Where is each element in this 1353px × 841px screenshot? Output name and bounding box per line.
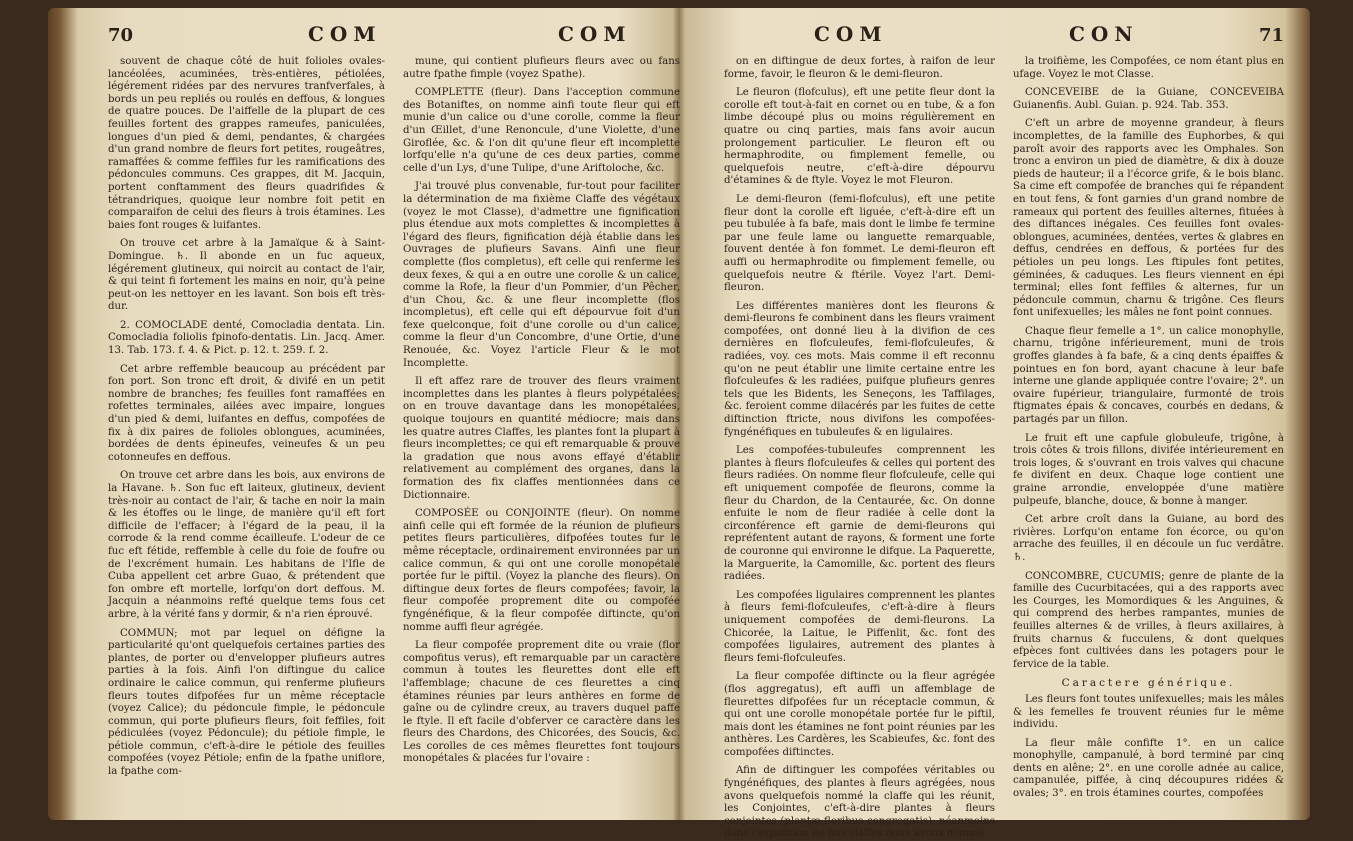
running-head-right — [724, 8, 1284, 48]
running-title-left: COM — [814, 22, 888, 46]
paragraph: CONCEVEIBE de la Guiane, CONCEVEIBA Guianenfis. Aubl. Guian. p. 924. Tab. 353. — [1013, 87, 1284, 111]
section-heading: Caractere générique. — [1061, 677, 1236, 690]
paragraph: COMMUN; mot par lequel on défigne la particularité qu'ont quelquefois certaines parties des plantes, de porter ou d'envelopper plufieurs autres parties à la fois. Ainfi l'on diftingue du calice ordinaire le calice commun, qui renferme plufieurs fleurs toutes difpofées fur un même réceptacle (voyez Calice); du pédoncule fimple, le pédoncule commun, qui porte plufieurs fleurs, foit feffiles, foit pédiculées (voyez Pédoncule); du pétiole fimple, le pétiole commun, c'eft-à-dire le pétiole des feuilles compofées (voyez Pétiole; enfin de la fpathe uniflore, la fpathe com- — [108, 627, 385, 778]
open-book — [48, 8, 1310, 840]
paragraph: Afin de diftinguer les compofées véritables ou fyngénéfiques, des plantes à fleurs agrégées, nous avons quelquefois nommé la claffe qui les réunit, les Conjointes, c'eft-à-dire plantes à fleurs conjointes (plantæ floribus congregatis); néanmoins dans l'expofition de nos claffes nous avons nommé — [724, 765, 995, 840]
paragraph: la troifième, les Compofées, ce nom étant plus en ufage. Voyez le mot Classe. — [1013, 56, 1284, 80]
paragraph: La fleur compofée diftincte ou la fleur agrégée (flos aggregatus), eft auffi un affemblage de fleurettes difpofées fur un réceptacle commun, & qui ont une corolle monopétale portée fur le piftil, mais dont les étamines ne font point réunies par les anthères. Les Cardères, les Scabieufes, &c. font des compofées diftinctes. — [724, 671, 995, 758]
paragraph: On trouve cet arbre à la Jamaïque & à Saint-Domingue. ♄. Il abonde en un fuc aqueux, légérement glutineux, qui noircit au contact de l'air, & qui teint fi fortement les mains en noir, qu'à peine peut-on les nettoyer en les lavant. Son bois eft très-dur. — [108, 238, 385, 313]
page-number: 71 — [1258, 25, 1284, 46]
paragraph: Le fruit eft une capfule globuleufe, trigône, à trois côtes & trois fillons, divifée intérieurement en trois loges, & s'ouvrant en trois valves qui chacune fe divifent en deux. Chaque loge contient une graine arrondie, enveloppée d'une matière pulpeufe, blanche, douce, & bonne à manger. — [1013, 432, 1284, 507]
paragraph: 2. COMOCLADE denté, Comocladia dentata. Lin. Comocladia foliolis fpinofo-dentatis. Lin. Jacq. Amer. 13. Tab. 173. f. 4. & Pict. p. 12. t. 259. f. 2. — [108, 319, 385, 357]
paragraph: COMPOSÉE ou CONJOINTE (fleur). On nomme ainfi celle qui eft formée de la réunion de plufieurs petites fleurs particulières, difpofées toutes fur le même réceptacle, ordinairement environnées par un calice commun, & qui ont une corolle monopétale portée fur le piftil. (Voyez la planche des fleurs). On diftingue deux fortes de fleurs compofées; favoir, la fleur compofée proprement dite ou compofée fyngénéfique, & la fleur compofée diftincte, qu'on nomme auffi fleur agrégée. — [403, 508, 680, 633]
running-title-right: COM — [558, 22, 632, 46]
page-number: 70 — [108, 25, 134, 46]
left-page-column-1 — [108, 56, 385, 820]
paragraph: J'ai trouvé plus convenable, fur-tout pour faciliter la détermination de ma fixième Claffe des végétaux (voyez le mot Classe), d'admettre une fignification plus étendue aux mots complettes & incomplettes à l'égard des fleurs, fignification déjà établie dans les Ouvrages de plufieurs Savans. Ainfi une fleur complette (flos completus), eft celle qui renferme les deux fexes, & qui a en outre une corolle & un calice, comme la Rofe, la fleur d'un Pommier, d'un Pêcher, d'un Chou, &c. & une fleur incomplette (flos incompletus), eft celle qui eft dépourvue foit d'un fexe quelconque, foit d'une corolle ou d'un calice, comme la fleur d'un Concombre, d'une Ortie, d'une Renouée, &c. Voyez l'article Fleur & le mot Incomplette. — [403, 181, 680, 369]
paragraph: mune, qui contient plufieurs fleurs avec ou fans autre fpathe fimple (voyez Spathe). — [403, 56, 680, 80]
right-page — [724, 8, 1284, 840]
paragraph: COMPLETTE (fleur). Dans l'acception commune des Botaniftes, on nomme ainfi toute fleur qui eft munie d'un calice ou d'une corolle, comme la fleur d'un Œillet, d'une Renoncule, d'une Violette, d'une Giroflée, &c. & l'on dit qu'une fleur eft incomplette lorfqu'elle n'a qu'une de ces deux parties, comme celle d'un Lys, d'une Tulipe, d'une Ariftoloche, &c. — [403, 87, 680, 174]
paragraph: Les compofées ligulaires comprennent les plantes à fleurs femi-flofculeufes, c'eft-à-dire à fleurs uniquement compofées de demi-fleurons. La Chicorée, la Laitue, le Piffenlit, &c. font des compofées ligulaires, autrement des plantes à fleurs femi-flofculeufes. — [724, 589, 995, 664]
paragraph: La fleur mâle confifte 1°. en un calice monophylle, campanulé, à bord terminé par cinq dents en alêne; 2°. en une corolle adnée au calice, campanulée, piffée, à cinq découpures ridées & ovales; 3°. en trois étamines courtes, compofées — [1013, 737, 1284, 800]
paragraph: Il eft affez rare de trouver des fleurs vraiment incomplettes dans les plantes à fleurs polypétalées; on en trouve davantage dans les monopétalées, quoique toujours en quantité médiocre; mais dans les quatre autres Claffes, les plantes font la plupart à fleurs incomplettes; ce qui eft remarquable & prouve la gradation que nous avons effayé d'établir relativement au complément des organes, dans la formation des fix claffes mentionnées dans ce Dictionnaire. — [403, 376, 680, 501]
paragraph: Les compofées-tubuleufes comprennent les plantes à fleurs flofculeufes & celles qui portent des fleurs radiées. On nomme fleur flofculeufe, celle qui eft uniquement compofée de fleurons, comme la fleur du Chardon, de la Centaurée, &c. On donne enfuite le nom de fleur radiée à celle dont la circonférence eft garnie de demi-fleurons qui repréfentent autant de rayons, & forment une forte de couronne qui environne le difque. La Paquerette, la Marguerite, la Camomille, &c. portent des fleurs radiées. — [724, 445, 995, 583]
paragraph: Cet arbre reffemble beaucoup au précédent par fon port. Son tronc eft droit, & divifé en un petit nombre de branches; fes feuilles font ramaffées en rofettes terminales, ailées avec impaire, longues d'un pied & demi, luifantes en deffus, compofées de fix à dix paires de folioles oblongues, acuminées, bordées de dents épineufes, veineufes & un peu cotonneufes en deffous. — [108, 363, 385, 463]
running-title-right: CON — [1069, 22, 1139, 46]
paragraph: Chaque fleur femelle a 1°. un calice monophylle, charnu, trigône inférieurement, muni de trois groffes glandes à fa bafe, & a cinq dents épaiffes & pointues en fon bord, ayant chacune à leur bafe interne une glande appliquée contre l'ovaire; 2°. un ovaire fupérieur, triangulaire, furmonté de trois ftigmates épais & concaves, courbés en dedans, & partagés par un fillon. — [1013, 325, 1284, 426]
paragraph: On trouve cet arbre dans les bois, aux environs de la Havane. ♄. Son fuc eft laiteux, glutineux, devient très-noir au contact de l'air, & tache en noir la main & les étoffes ou le linge, de manière qu'il eft fort difficile de l'effacer; à l'égard de la peau, il la corrode & la rend comme écailleufe. L'odeur de ce fuc eft fétide, reffemble à celle du foie de foufre ou de l'excrément humain. Les habitans de l'Ifle de Cuba appellent cet arbre Guao, & prétendent que fon ombre eft mortelle, lorfqu'on dort deffous. M. Jacquin a néanmoins refté quelque tems fous cet arbre, à la vérité fans y dormir, & n'a rien éprouvé. — [108, 470, 385, 620]
paragraph: Le demi-fleuron (femi-flofculus), eft une petite fleur dont la corolle eft liguée, c'eft-à-dire eft un peu tubulée à fa bafe, mais dont le limbe fe termine par une feule lame ou languette remarquable, fouvent dentée à fon fommet. Le demi-fleuron eft auffi ou hermaphrodite ou fimplement femelle, ou quelquefois neutre & ftérile. Voyez l'art. Demi-fleuron. — [724, 193, 995, 294]
paragraph: on en diftingue de deux fortes, à raifon de leur forme, favoir, le fleuron & le demi-fleuron. — [724, 56, 995, 80]
paragraph: Le fleuron (flofculus), eft une petite fleur dont la corolle eft tout-à-fait en cornet ou en tube, & a fon limbe découpé plus ou moins régulièrement en quatre ou cinq parties, mais fans avoir aucun prolongement particulier. Le fleuron eft ou hermaphrodite, ou fimplement femelle, ou quelquefois neutre, c'eft-à-dire dépourvu d'étamines & de ftyle. Voyez le mot Fleuron. — [724, 87, 995, 187]
paragraph: C'eft un arbre de moyenne grandeur, à fleurs incomplettes, de la famille des Euphorbes, & qui paroît avoir des rapports avec les Omphales. Son tronc a environ un pied de diamètre, & dix à douze pieds de hauteur; il a l'écorce grife, & le bois blanc. Sa cime eft compofée de branches qui fe répandent en tout fens, & font garnies d'un grand nombre de rameaux qui portent des feuilles alternes, fituées à des diftances inégales. Ces feuilles font ovales-oblongues, acuminées, dentées, vertes & glabres en deffus, cendrées en deffous, & portées fur des pétioles un peu longs. Les ftipules font petites, géminées, & caduques. Les fleurs viennent en épi terminal; elles font feffiles & alternes, fur un pédoncule commun, charnu & trigône. Ces fleurs font unifexuelles; les mâles ne font point connues. — [1013, 118, 1284, 319]
left-page — [108, 8, 680, 820]
running-head-left — [108, 8, 680, 48]
paragraph: Cet arbre croît dans la Guiane, au bord des rivières. Lorfqu'on entame fon écorce, ou qu'on arrache des feuilles, il en découle un fuc verdâtre. ♄. — [1013, 514, 1284, 563]
paragraph: souvent de chaque côté de huit folioles ovales-lancéolées, acuminées, très-entières, pétiolées, légérement ridées par des nervures tranfverfales, à bords un peu repliés ou roulés en deffous, & longues de quatre pouces. De l'aiffelle de la plupart de ces feuilles fortent des grappes rameufes, paniculées, longues d'un pied & demi, pendantes, & chargées d'un grand nombre de fleurs fort petites, rougeâtres, ramaffées & comme feffiles fur les ramifications des pédoncules communs. Ces grappes, dit M. Jacquin, portent conftamment des fleurs quadrifides & tétrandriques, quoique leur nombre foit petit en comparaifon de celui des fleurs à trois étamines. Les baies font rouges & luifantes. — [108, 56, 385, 231]
paragraph: CONCOMBRE, CUCUMIS; genre de plante de la famille des Cucurbitacées, qui a des rapports avec les Courges, les Momordiques & les Anguines, & qui comprend des herbes rampantes, munies de feuilles alternes & de vrilles, à fleurs axillaires, à fruits charnus & fucculens, & dont quelques efpèces font cultivées dans les potagers pour le fervice de la table. — [1013, 570, 1284, 670]
paragraph: Les différentes manières dont les fleurons & demi-fleurons fe combinent dans les fleurs vraiment compofées, ont donné lieu à la divifion de ces dernières en flofculeufes, femi-flofculeufes, & radiées, voy. ces mots. Mais comme il eft reconnu qu'on ne peut établir une limite certaine entre les flofculeufes & les radiées, puifque plufieurs genres tels que les Bidents, les Seneçons, les Taffilages, &c. feroient comme dilacérés par les fuites de cette diftinction ftricte, nous divifons les compofées-fyngénéfiques en tubuleufes & en ligulaires. — [724, 300, 995, 438]
paragraph: La fleur compofée proprement dite ou vraie (flor compofitus verus), eft remarquable par un caractère commun à toutes les fleurettes dont elle eft l'affemblage; chacune de ces fleurettes a cinq étamines réunies par leurs anthères en forme de gaîne ou de cylindre creux, au travers duquel paffe le ftyle. Il eft facile d'obferver ce caractère dans les fleurs des Chardons, des Chicorées, des Soucis, &c. Les corolles de ces mêmes fleurettes font toujours monopétales & placées fur l'ovaire : — [403, 640, 680, 765]
running-title-left: COM — [308, 22, 382, 46]
left-page-column-2 — [403, 56, 680, 820]
right-page-column-1 — [724, 56, 995, 840]
paragraph: Les fleurs font toutes unifexuelles; mais les mâles & les femelles fe trouvent réunies fur le même individu. — [1013, 693, 1284, 731]
right-page-column-2 — [1013, 56, 1284, 820]
